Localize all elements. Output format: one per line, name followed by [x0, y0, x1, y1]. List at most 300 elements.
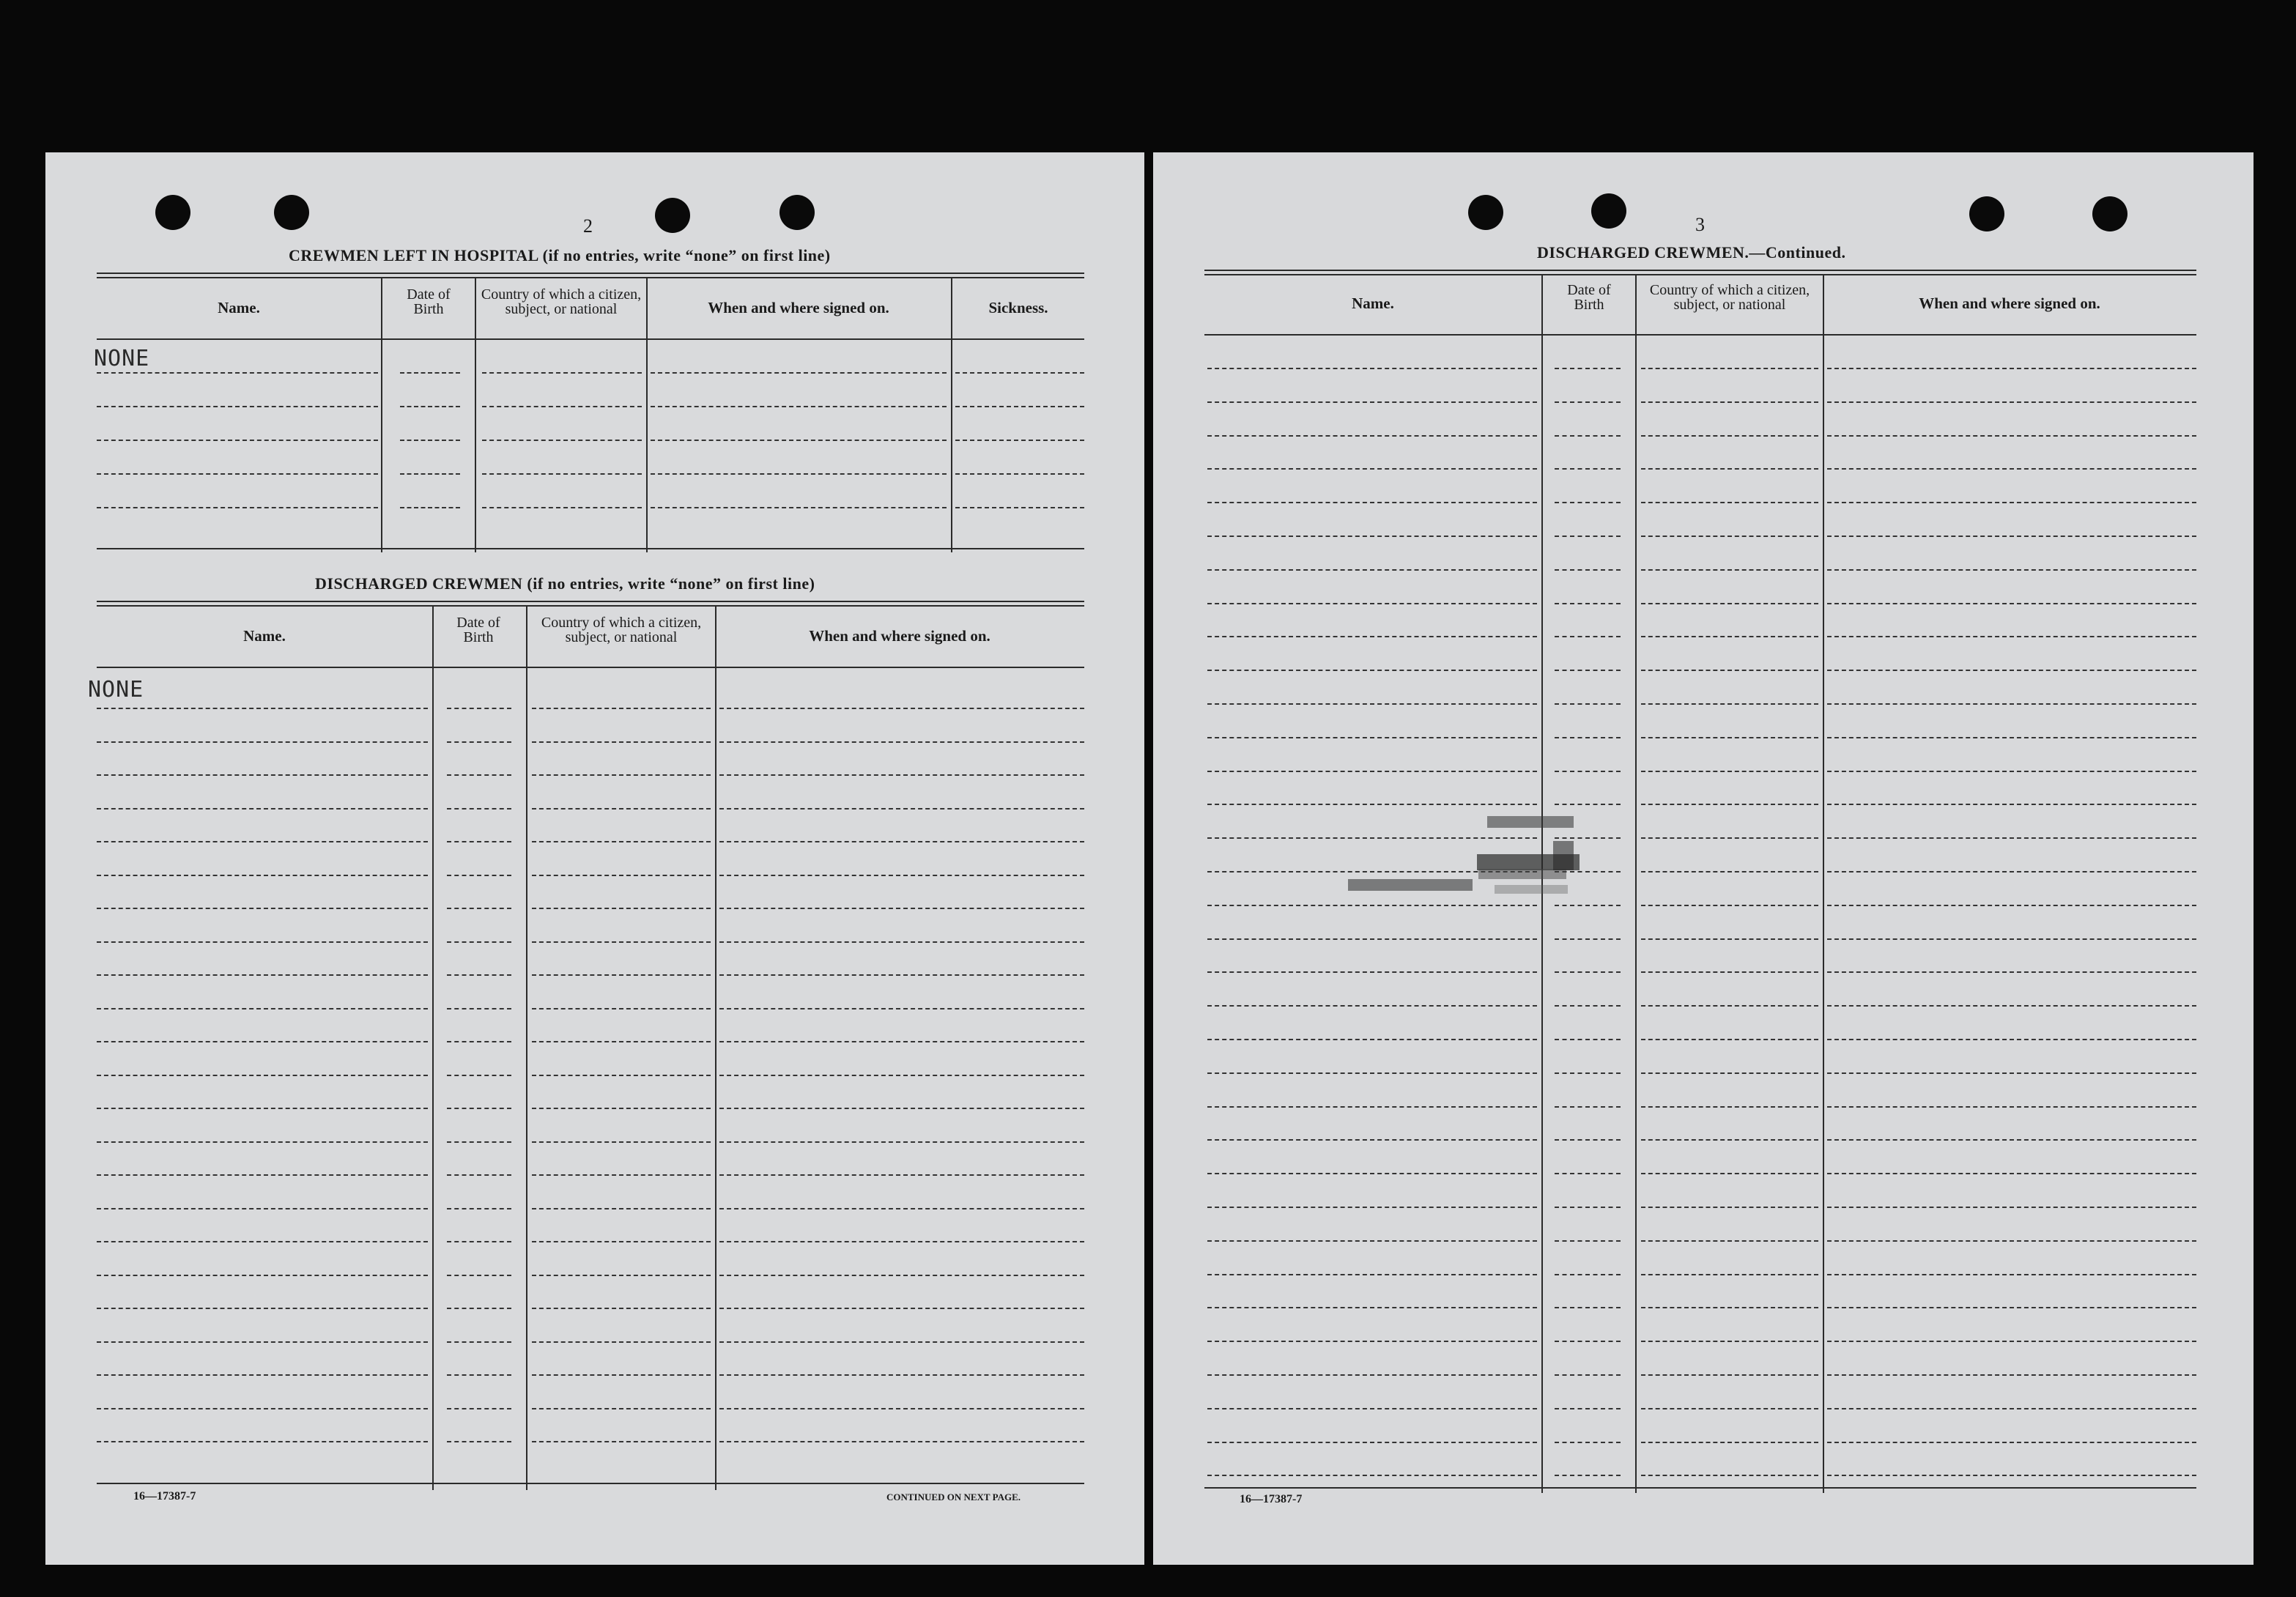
header-signed-on: When and where signed on. [809, 627, 990, 645]
ruled-line [1827, 569, 2196, 571]
ruled-line [1207, 1408, 1537, 1409]
ruled-line [532, 941, 711, 943]
ruled-line [1641, 1307, 1818, 1308]
ruled-line [532, 1275, 711, 1276]
ruled-line [532, 1441, 711, 1442]
ruled-line [97, 1141, 428, 1143]
ruled-line [1555, 536, 1621, 537]
ruled-line [1207, 971, 1537, 973]
table-top-rule [1204, 274, 2196, 275]
table-bottom-rule [97, 1483, 1084, 1484]
ruled-line [1641, 837, 1818, 839]
column-divider [432, 605, 434, 1490]
ruled-line [97, 841, 428, 842]
binder-hole [779, 195, 815, 230]
ruled-line [97, 1174, 428, 1176]
ruled-line [97, 1408, 428, 1409]
ruled-line [719, 1008, 1084, 1009]
binder-hole [1468, 195, 1503, 230]
ruled-line [532, 1008, 711, 1009]
ruled-line [1555, 1442, 1621, 1443]
ruled-line [1641, 1475, 1818, 1476]
ruled-line [1207, 1274, 1537, 1275]
ruled-line [1641, 1341, 1818, 1342]
ruled-line [1827, 636, 2196, 637]
ruled-line [1207, 804, 1537, 805]
ink-stamp-smudge [1348, 812, 1582, 914]
ruled-line [447, 974, 511, 976]
ruled-line [97, 473, 378, 475]
ruled-line [97, 1308, 428, 1309]
ruled-line [1641, 737, 1818, 738]
ruled-line [447, 1108, 511, 1109]
ruled-line [482, 406, 642, 407]
ruled-line [1827, 771, 2196, 772]
ruled-line [1641, 603, 1818, 604]
ruled-line [482, 473, 642, 475]
ruled-line [1827, 1374, 2196, 1376]
ruled-line [447, 841, 511, 842]
ruled-line [651, 372, 947, 374]
ruled-line [400, 372, 460, 374]
ruled-line [719, 1374, 1084, 1376]
ruled-line [532, 741, 711, 743]
ruled-line [1641, 905, 1818, 906]
ruled-line [1641, 569, 1818, 571]
ruled-line [1555, 368, 1621, 369]
ruled-line [1641, 1039, 1818, 1040]
ruled-line [447, 1041, 511, 1042]
column-divider [1635, 274, 1637, 1493]
ruled-line [1207, 737, 1537, 738]
table-bottom-rule [1204, 1487, 2196, 1489]
header-bottom-rule [97, 667, 1084, 668]
column-divider [646, 277, 648, 552]
ruled-line [1827, 1408, 2196, 1409]
ruled-line [651, 406, 947, 407]
table-top-rule [97, 605, 1084, 607]
ruled-line [1641, 435, 1818, 437]
column-divider [951, 277, 952, 552]
ruled-line [1641, 1374, 1818, 1376]
ruled-line [447, 908, 511, 909]
ruled-line [447, 875, 511, 876]
ruled-line [97, 372, 378, 374]
ruled-line [1555, 1240, 1621, 1242]
ruled-line [1207, 1475, 1537, 1476]
ruled-line [400, 440, 460, 441]
ruled-line [400, 507, 460, 508]
ruled-line [1207, 502, 1537, 503]
header-bottom-rule [97, 338, 1084, 340]
ruled-line [1641, 1207, 1818, 1208]
ruled-line [1641, 368, 1818, 369]
ruled-line [719, 1241, 1084, 1242]
ruled-line [1207, 670, 1537, 671]
form-code: 16—17387-7 [133, 1490, 196, 1502]
ruled-line [1555, 703, 1621, 705]
ruled-line [651, 507, 947, 508]
ruled-line [1555, 1408, 1621, 1409]
ruled-line [97, 1041, 428, 1042]
ruled-line [1827, 1307, 2196, 1308]
ruled-line [1641, 502, 1818, 503]
ruled-line [1555, 1106, 1621, 1108]
ruled-line [97, 1374, 428, 1376]
ruled-line [1555, 1173, 1621, 1174]
ruled-line [1207, 569, 1537, 571]
ruled-line [719, 974, 1084, 976]
ruled-line [1207, 1072, 1537, 1074]
column-divider [526, 605, 527, 1490]
header-date-of-birth: Date of Birth [1567, 282, 1611, 313]
ruled-line [1641, 401, 1818, 403]
ruled-line [447, 1374, 511, 1376]
ruled-line [97, 1341, 428, 1343]
ruled-line [532, 808, 711, 809]
ruled-line [97, 708, 428, 709]
ruled-line [719, 1308, 1084, 1309]
ruled-line [447, 1208, 511, 1209]
ruled-line [97, 1441, 428, 1442]
ruled-line [1207, 536, 1537, 537]
left-form-page [45, 152, 1144, 1565]
ruled-line [1641, 771, 1818, 772]
ruled-line [532, 1241, 711, 1242]
ruled-line [1827, 401, 2196, 403]
ruled-line [1827, 368, 2196, 369]
ruled-line [97, 1075, 428, 1076]
ruled-line [447, 1275, 511, 1276]
ruled-line [1555, 1207, 1621, 1208]
ruled-line [1207, 1106, 1537, 1108]
ruled-line [532, 1408, 711, 1409]
ruled-line [719, 941, 1084, 943]
ruled-line [97, 941, 428, 943]
ruled-line [1207, 938, 1537, 940]
ruled-line [1827, 971, 2196, 973]
ruled-line [1555, 435, 1621, 437]
header-date-of-birth: Date of Birth [407, 286, 451, 317]
ruled-line [482, 507, 642, 508]
page-number: 3 [1695, 214, 1705, 235]
ruled-line [1207, 636, 1537, 637]
ruled-line [1827, 871, 2196, 872]
binder-hole [274, 195, 309, 230]
ruled-line [1827, 938, 2196, 940]
ruled-line [719, 908, 1084, 909]
ruled-line [532, 1208, 711, 1209]
hospital-section-title: CREWMEN LEFT IN HOSPITAL (if no entries, write “none” on first line) [289, 246, 831, 264]
ruled-line [1641, 1274, 1818, 1275]
binder-hole [2092, 196, 2127, 231]
continued-note: CONTINUED ON NEXT PAGE. [886, 1492, 1021, 1502]
ruled-line [955, 406, 1084, 407]
ruled-line [1641, 1106, 1818, 1108]
ruled-line [97, 875, 428, 876]
ruled-line [651, 473, 947, 475]
ruled-line [97, 1008, 428, 1009]
ruled-line [719, 841, 1084, 842]
ruled-line [1827, 435, 2196, 437]
header-sickness: Sickness. [988, 299, 1048, 316]
ruled-line [1555, 1072, 1621, 1074]
handwritten-entry: NONE [88, 677, 144, 703]
ruled-line [1555, 771, 1621, 772]
ruled-line [1207, 468, 1537, 470]
form-code: 16—17387-7 [1240, 1493, 1303, 1505]
ruled-line [532, 1374, 711, 1376]
ruled-line [532, 841, 711, 842]
ruled-line [532, 1341, 711, 1343]
ruled-line [447, 941, 511, 943]
ruled-line [1555, 603, 1621, 604]
ruled-line [97, 507, 378, 508]
column-divider [715, 605, 716, 1490]
ruled-line [97, 440, 378, 441]
ruled-line [1555, 737, 1621, 738]
binder-hole [1591, 193, 1626, 229]
ruled-line [1827, 905, 2196, 906]
ruled-line [719, 741, 1084, 743]
ruled-line [1641, 1139, 1818, 1141]
ruled-line [719, 1108, 1084, 1109]
ruled-line [1641, 468, 1818, 470]
ruled-line [532, 1041, 711, 1042]
ruled-line [532, 1141, 711, 1143]
ruled-line [1207, 1207, 1537, 1208]
ruled-line [482, 440, 642, 441]
table-top-rule [97, 601, 1084, 602]
ruled-line [719, 808, 1084, 809]
ruled-line [1207, 401, 1537, 403]
ruled-line [1641, 636, 1818, 637]
ruled-line [1827, 536, 2196, 537]
ruled-line [1641, 971, 1818, 973]
ruled-line [719, 1141, 1084, 1143]
ruled-line [1207, 1005, 1537, 1007]
ruled-line [1827, 1442, 2196, 1443]
ruled-line [1641, 1072, 1818, 1074]
ruled-line [1827, 804, 2196, 805]
column-divider [381, 277, 382, 552]
right-form-page [1153, 152, 2254, 1565]
ruled-line [1827, 1072, 2196, 1074]
header-signed-on: When and where signed on. [1919, 294, 2100, 312]
ruled-line [1827, 1106, 2196, 1108]
ruled-line [719, 1075, 1084, 1076]
ruled-line [1555, 1341, 1621, 1342]
ruled-line [97, 774, 428, 776]
ruled-line [651, 440, 947, 441]
ruled-line [1207, 1139, 1537, 1141]
ruled-line [97, 741, 428, 743]
ruled-line [719, 1275, 1084, 1276]
ruled-line [1827, 468, 2196, 470]
ruled-line [532, 1308, 711, 1309]
ruled-line [447, 774, 511, 776]
ruled-line [1207, 1341, 1537, 1342]
ruled-line [447, 1174, 511, 1176]
ruled-line [1827, 1207, 2196, 1208]
ruled-line [532, 1075, 711, 1076]
ruled-line [447, 1408, 511, 1409]
ruled-line [955, 473, 1084, 475]
ruled-line [1827, 502, 2196, 503]
ruled-line [97, 808, 428, 809]
ruled-line [719, 1041, 1084, 1042]
header-bottom-rule [1204, 334, 2196, 336]
ruled-line [1827, 1139, 2196, 1141]
ruled-line [1555, 971, 1621, 973]
discharged-section-title: DISCHARGED CREWMEN (if no entries, write “none” on first line) [315, 574, 815, 593]
ruled-line [1207, 1307, 1537, 1308]
ruled-line [1555, 502, 1621, 503]
ruled-line [532, 774, 711, 776]
handwritten-entry: NONE [94, 346, 150, 371]
ruled-line [97, 908, 428, 909]
ruled-line [532, 974, 711, 976]
ruled-line [1827, 1173, 2196, 1174]
ruled-line [1555, 804, 1621, 805]
ruled-line [400, 473, 460, 475]
ruled-line [955, 372, 1084, 374]
ruled-line [97, 974, 428, 976]
ruled-line [532, 1174, 711, 1176]
ruled-line [1207, 435, 1537, 437]
ruled-line [1207, 1039, 1537, 1040]
ruled-line [97, 1241, 428, 1242]
ruled-line [1207, 1173, 1537, 1174]
ruled-line [1641, 1173, 1818, 1174]
ruled-line [1827, 1475, 2196, 1476]
ruled-line [97, 1108, 428, 1109]
header-signed-on: When and where signed on. [708, 299, 889, 316]
ruled-line [1827, 1240, 2196, 1242]
ruled-line [1555, 1039, 1621, 1040]
ruled-line [447, 1141, 511, 1143]
ruled-line [1641, 1005, 1818, 1007]
ruled-line [1827, 737, 2196, 738]
ruled-line [1555, 468, 1621, 470]
ruled-line [719, 1408, 1084, 1409]
ruled-line [1207, 1374, 1537, 1376]
ruled-line [719, 1341, 1084, 1343]
ruled-line [1641, 804, 1818, 805]
binder-hole [1969, 196, 2004, 231]
ruled-line [719, 1174, 1084, 1176]
ruled-line [719, 1208, 1084, 1209]
page-number: 2 [583, 215, 593, 237]
header-name: Name. [243, 627, 286, 645]
ruled-line [719, 774, 1084, 776]
header-country: Country of which a citizen, subject, or national [1649, 282, 1810, 313]
ruled-line [1555, 1274, 1621, 1275]
binder-hole [155, 195, 190, 230]
ruled-line [1555, 636, 1621, 637]
ruled-line [1555, 401, 1621, 403]
ruled-line [1827, 1039, 2196, 1040]
ruled-line [1207, 703, 1537, 705]
ruled-line [1827, 670, 2196, 671]
ruled-line [1555, 1307, 1621, 1308]
ruled-line [1827, 837, 2196, 839]
table-top-rule [1204, 270, 2196, 271]
ruled-line [1641, 703, 1818, 705]
ruled-line [447, 808, 511, 809]
ruled-line [1827, 1341, 2196, 1342]
table-bottom-rule [97, 548, 1084, 549]
header-country: Country of which a citizen, subject, or national [541, 615, 702, 645]
ruled-line [1207, 368, 1537, 369]
ruled-line [1207, 771, 1537, 772]
column-divider [475, 277, 476, 552]
ruled-line [1641, 871, 1818, 872]
ruled-line [447, 1308, 511, 1309]
ruled-line [447, 1441, 511, 1442]
ruled-line [97, 1275, 428, 1276]
column-divider [1823, 274, 1824, 1493]
ruled-line [400, 406, 460, 407]
ruled-line [447, 1341, 511, 1343]
ruled-line [447, 708, 511, 709]
ruled-line [1555, 1374, 1621, 1376]
ruled-line [719, 708, 1084, 709]
ruled-line [1827, 603, 2196, 604]
ruled-line [97, 406, 378, 407]
ruled-line [719, 875, 1084, 876]
table-top-rule [97, 277, 1084, 278]
ruled-line [719, 1441, 1084, 1442]
header-country: Country of which a citizen, subject, or national [481, 286, 642, 317]
ruled-line [447, 1241, 511, 1242]
ruled-line [97, 1208, 428, 1209]
ruled-line [1207, 603, 1537, 604]
ruled-line [1641, 536, 1818, 537]
ruled-line [1827, 703, 2196, 705]
ruled-line [1555, 938, 1621, 940]
ruled-line [955, 507, 1084, 508]
ruled-line [532, 1108, 711, 1109]
ruled-line [1827, 1274, 2196, 1275]
ruled-line [447, 741, 511, 743]
ruled-line [482, 372, 642, 374]
ruled-line [447, 1075, 511, 1076]
ruled-line [532, 908, 711, 909]
ruled-line [1827, 1005, 2196, 1007]
ruled-line [1555, 1139, 1621, 1141]
ruled-line [1641, 938, 1818, 940]
ruled-line [1641, 1240, 1818, 1242]
ruled-line [1555, 670, 1621, 671]
header-date-of-birth: Date of Birth [456, 615, 500, 645]
discharged-continued-title: DISCHARGED CREWMEN.—Continued. [1537, 243, 1846, 262]
ruled-line [1207, 1442, 1537, 1443]
ruled-line [1207, 1240, 1537, 1242]
ruled-line [1555, 1005, 1621, 1007]
ruled-line [1641, 670, 1818, 671]
ruled-line [532, 708, 711, 709]
table-top-rule [97, 273, 1084, 274]
ruled-line [1555, 1475, 1621, 1476]
ruled-line [955, 440, 1084, 441]
ruled-line [447, 1008, 511, 1009]
ruled-line [1641, 1442, 1818, 1443]
binder-hole [655, 198, 690, 233]
header-name: Name. [1352, 294, 1394, 312]
ruled-line [532, 875, 711, 876]
ruled-line [1641, 1408, 1818, 1409]
